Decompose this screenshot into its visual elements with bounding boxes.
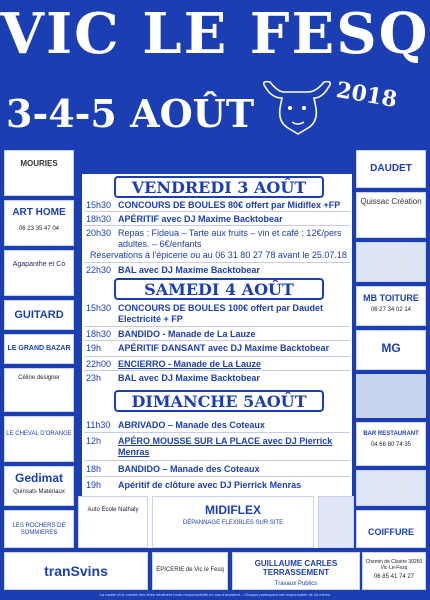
page-title: VIC LE FESQ (0, 1, 430, 67)
sponsor-ad: LE GRAND BAZAR (4, 334, 74, 364)
divider (84, 460, 350, 461)
sponsor-ad: Auto Ecole Nathaly (78, 496, 148, 548)
bull-icon (258, 78, 336, 140)
sponsor-ad: ART HOME 06 23 35 47 04 (4, 200, 74, 246)
sponsor-ad: Chemin de Clastre 30260 Vic-Le-Fesq 06 85 41 74 27 (362, 552, 426, 590)
sponsor-ad: tranSvins (4, 552, 148, 590)
divider (84, 225, 350, 226)
sponsor-ad (356, 374, 426, 418)
divider (84, 262, 350, 263)
sponsor-ad: LES ROCHERS DE SOMMIERES (4, 510, 74, 548)
sponsor-ad: MIDIFLEX DÉPANNAGE FLEXIBLES SUR SITE (152, 496, 314, 548)
event-year: 2018 (334, 76, 400, 114)
sponsor-ad: Gedimat Quinsats Matériaux (4, 466, 74, 506)
sponsor-ad: Quissac Création (356, 192, 426, 238)
sponsor-ad: MOURIES (4, 150, 74, 196)
divider (84, 356, 350, 357)
sponsor-ad: COIFFURE (356, 510, 426, 548)
day-heading: DIMANCHE 5AOÛT (114, 390, 324, 412)
divider (84, 326, 350, 327)
sponsor-ad: Agapanthe et Co (4, 250, 74, 296)
divider (84, 211, 350, 212)
sponsor-ad (356, 242, 426, 282)
sponsor-ad (318, 496, 354, 548)
sponsor-ad: MG (356, 330, 426, 370)
divider (84, 476, 350, 477)
sponsor-ad: BAR RESTAURANT 04 66 80 74 35 (356, 422, 426, 466)
sponsor-ad: Céline designer (4, 368, 74, 412)
sponsor-ad: DAUDET (356, 150, 426, 188)
divider (84, 340, 350, 341)
divider (84, 370, 350, 371)
poster: VIC LE FESQ 3-4-5 AOÛT 2018 MOURIES ART HOME 06 23 35 47 04 Agapanthe et Co GUITARD LE GRAND BAZAR Céline designer LE CHEVAL D'ORANGE Gedimat Quinsats Matériaux LES ROCHERS DE SOMMIERES DAUDET Quissac Création MB TOITURE 06 27 34 02 14 MG BAR RESTAURANT 04 66 80 74 35 COIFFURE VENDREDI 3 AOÛT 15h30 CONCOURS DE BOULES 80€ offert par Midiflex +FP 18h30 APÉRITIF avec DJ Maxime Backtobear 20h30 Repas : Fideua – Tarte aux fruits – vin et café : 12€/pers adultes. – 6€/enfants Réservations à l'épicerie ou au 06 31 80 27 78 avant le 25.07.18 22h30 BAL avec DJ Maxime Backtobear SAMEDI 4 AOÛT 15h30 CONCOURS DE BOULES 100€ offert par Daudet Electricité + FP 18h30 BANDIDO - Manade de La Lauze 19h APÉRITIF DANSANT avec DJ Maxime Backtobear 22h00 ENCIERRO - Manade de La Lauze 23h BAL avec DJ Maxime Backtobear DIMANCHE 5AOÛT 11h30 ABRIVADO – Manade des Coteaux 12h APÉRO MOUSSE SUR LA PLACE avec DJ Pierrick Menras 18h BANDIDO – Manade des Coteaux 19h Apéritif de clôture avec DJ Pierrick Menras Auto Ecole Nathaly MIDIFLEX DÉPANNAGE FLEXIBLES SUR SITE tranSvins ÉPICERIE de Vic le Fesq GUILLAUME CARLES TERRASSEMENT Travaux Publics Chemin de Clastre 30260 Vic-Le-Fesq 06 85 41 74 27 La mairie et le comité des fêtes déclinent toute responsabilité en cas d'accident – Chaque participant est responsable de lui-même (0, 0, 430, 600)
event-dates: 3-4-5 AOÛT (6, 91, 255, 136)
divider (84, 432, 350, 433)
day-heading: VENDREDI 3 AOÛT (114, 176, 324, 198)
sponsor-ad: LE CHEVAL D'ORANGE (4, 416, 74, 462)
sponsor-ad: MB TOITURE 06 27 34 02 14 (356, 286, 426, 326)
footer-disclaimer: La mairie et le comité des fêtes déclinent toute responsabilité en cas d'accident – Chaque participant est responsable de lui-même (99, 592, 331, 597)
sponsor-ad: GUITARD (4, 300, 74, 330)
sponsor-ad: GUILLAUME CARLES TERRASSEMENT Travaux Publics (232, 552, 360, 590)
day-heading: SAMEDI 4 AOÛT (114, 278, 324, 300)
sponsor-ad: ÉPICERIE de Vic le Fesq (152, 552, 228, 590)
sponsor-ad (356, 470, 426, 506)
